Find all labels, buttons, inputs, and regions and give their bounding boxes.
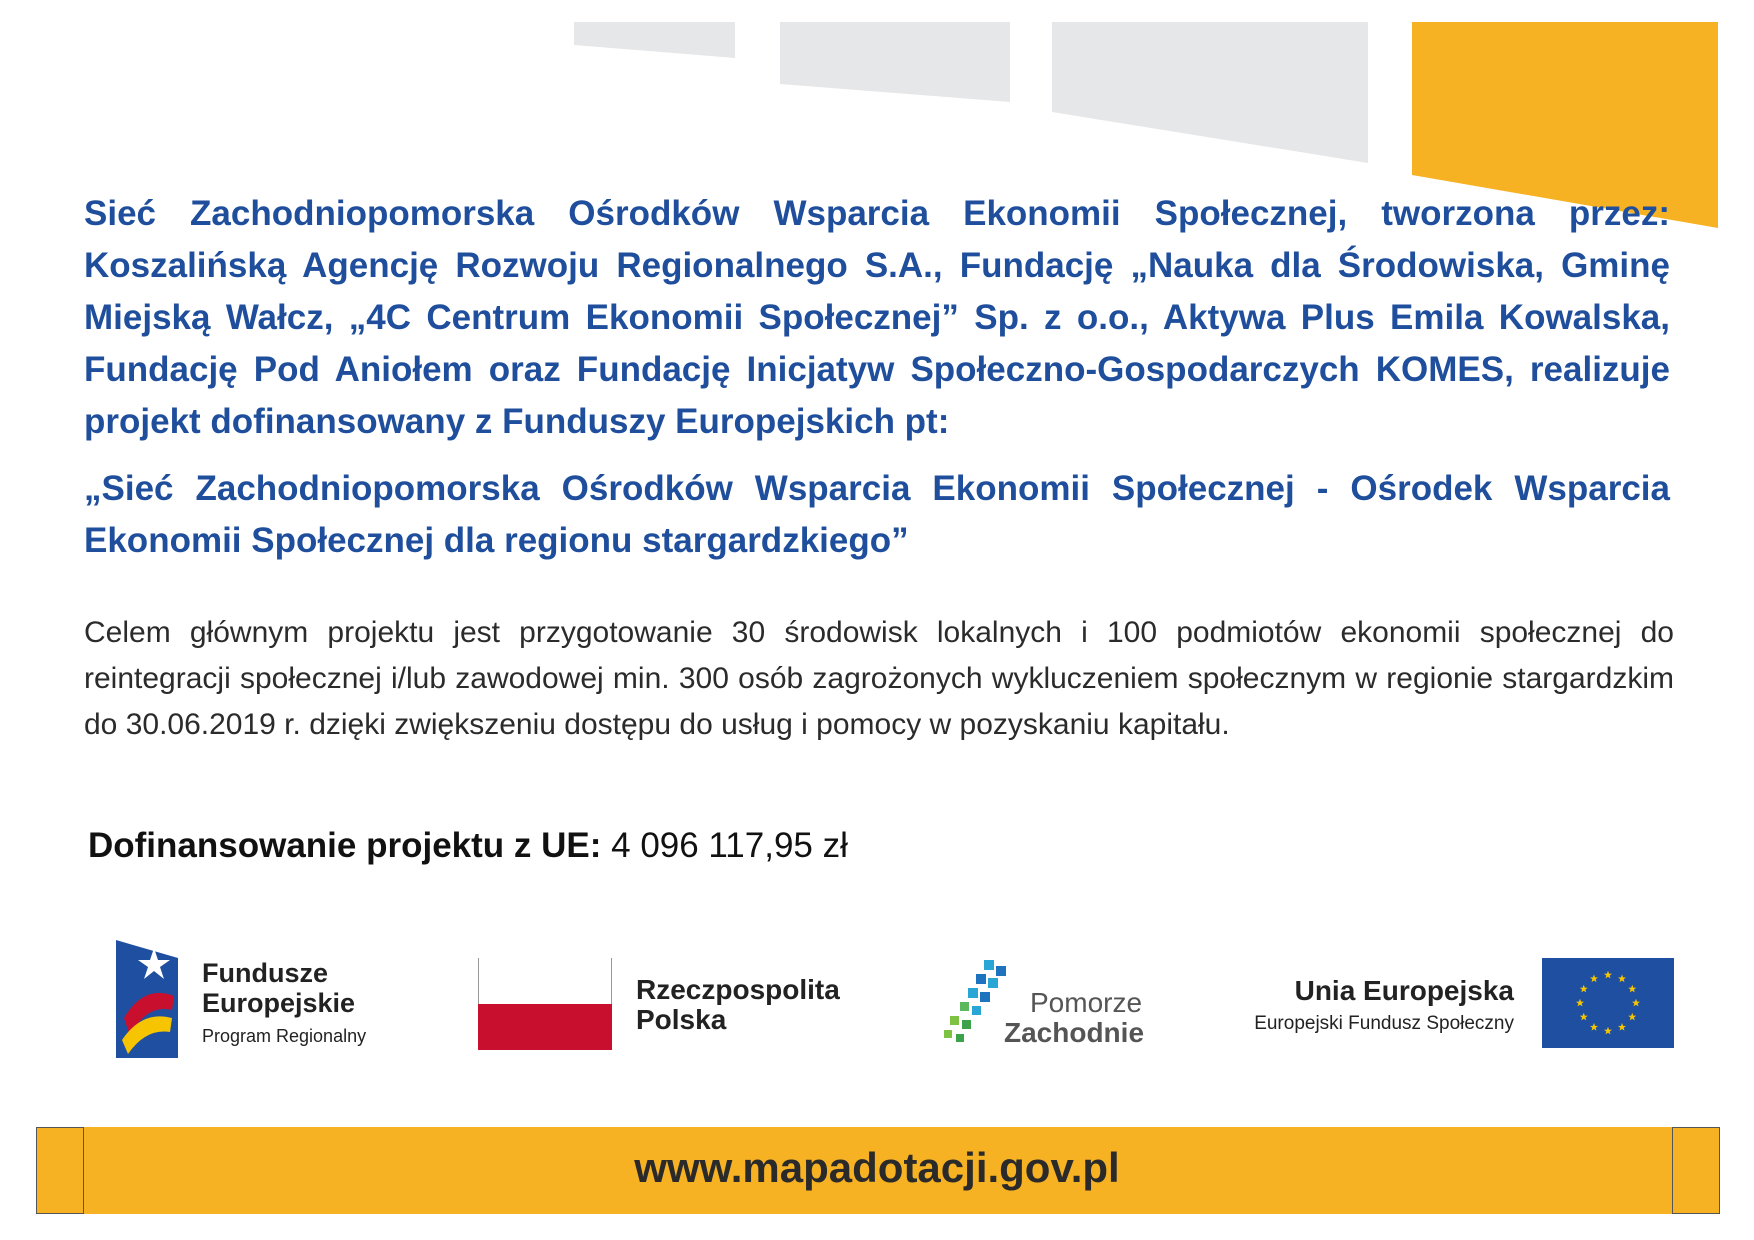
ue-logo-line1: Unia Europejska [1294, 975, 1514, 1006]
fe-logo-line2: Europejskie [202, 988, 356, 1018]
fundusze-europejskie-logo-icon [116, 940, 178, 1058]
fe-logo-line3: Program Regionalny [202, 1026, 367, 1046]
rp-logo-line1: Rzeczpospolita [636, 974, 840, 1005]
project-title: „Sieć Zachodniopomorska Ośrodków Wsparcia Ekonomii Społecznej - Ośrodek Wsparcia Ekonomii Społecznej dla regionu stargardzkiego” [84, 469, 1670, 560]
grey-shape-1 [574, 22, 735, 58]
pz-logo-line2: Zachodnie [1004, 1017, 1145, 1048]
ue-logo-line2: Europejski Fundusz Społeczny [1254, 1013, 1514, 1034]
funding-amount: 4 096 117,95 zł [611, 826, 848, 865]
project-goal-paragraph: Celem głównym projektu jest przygotowanie 30 środowisk lokalnych i 100 podmiotów ekonomii społecznej do reintegracji społecznej i/lub zawodowej min. 300 osób zagrożonych wykluczeniem społecznym w regionie stargardzkim do 30.06.2019 r. dzięki zwiększeniu dostępu do usług i pomocy w pozyskaniu kapitału. [84, 616, 1674, 741]
intro-paragraph: Sieć Zachodniopomorska Ośrodków Wsparcia Ekonomii Społecznej, tworzona przez: Koszalińską Agencję Rozwoju Regionalnego S.A., Fundację „Nauka dla Środowiska, Gminę Miejską Wałcz, „4C Centrum Ekonomii Społecznej” Sp. z o.o., Aktywa Plus Emila Kowalska, Fundację Pod Aniołem oraz Fundację Inicjatyw Społeczno-Gospodarczych KOMES, realizuje projekt dofinansowany z Funduszy Europejskich pt: [84, 194, 1670, 441]
pomorze-zachodnie-logo-icon [944, 960, 1010, 1048]
funding-label: Dofinansowanie projektu z UE: [88, 826, 602, 865]
funding-line [88, 826, 848, 866]
rp-logo-line2: Polska [636, 1004, 727, 1035]
polish-flag-icon [478, 958, 612, 1050]
grey-shape-2 [780, 22, 1010, 102]
pz-logo-line1: Pomorze [1030, 987, 1143, 1018]
grey-shape-3 [1052, 22, 1368, 163]
fe-logo-line1: Fundusze [202, 958, 328, 988]
website-link[interactable]: www.mapadotacji.gov.pl [634, 1144, 1120, 1191]
eu-flag-icon [1542, 958, 1674, 1048]
